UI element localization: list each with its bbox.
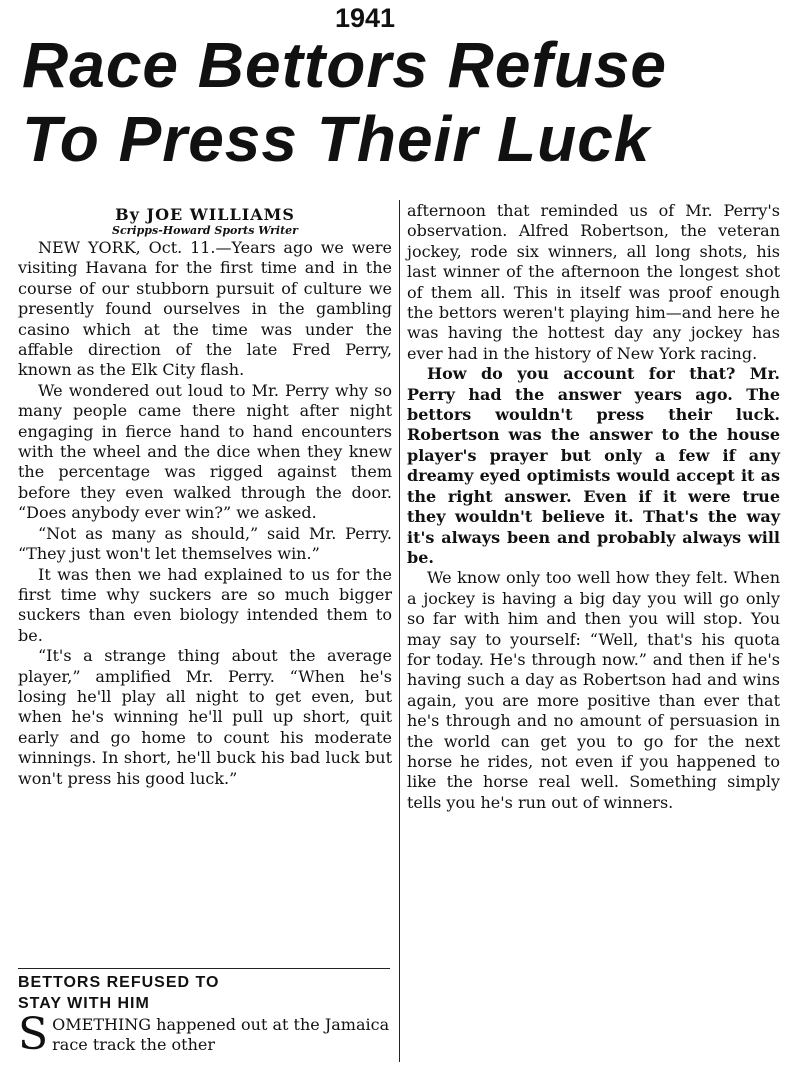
subhead-rule	[18, 968, 390, 969]
byline-credit: Scripps-Howard Sports Writer	[112, 224, 298, 237]
article-paragraph: We know only too well how they felt. When a jockey is having a big day you will go only so far with him and then you will stop. You may say to yourself: “Well, that's his quota for today. He's through now.” and then if he's having such a day as Robertson had and wins again, you are more positive than ever that he's through and no amount of persuasion in the world can get you to go for the next horse he rides, not even if you happened to like the horse real well. Something simply tells you he's run out of winners.	[407, 568, 780, 812]
article-paragraph: “It's a strange thing about the average player,” amplified Mr. Perry. “When he's losing he'll play all night to get even, but when he's winning he'll pull up short, quit early and go home to count his moderate winnings. In short, he'll buck his bad luck but won't press his good luck.”	[18, 646, 392, 788]
article-paragraph-bold: How do you account for that? Mr. Perry had the answer years ago. The bettors wouldn't press their luck. Robertson was the answer to the house player's prayer but only a few if any dreamy eyed optimists would accept it as the right answer. Even if it were true they wouldn't believe it. That's the way it's always been and probably always will be.	[407, 364, 780, 567]
article-paragraph: It was then we had explained to us for the first time why suckers are so much bigger suckers than even biology intended them to be.	[18, 564, 392, 645]
headline-line-2: To Press Their Luck	[22, 103, 651, 175]
byline: By JOE WILLIAMS	[115, 205, 295, 224]
article-paragraph: NEW YORK, Oct. 11.—Years ago we were visiting Havana for the first time and in the course of our stubborn pursuit of culture we presently found ourselves in the gambling casino which at the time was under the affable direction of the late Fred Perry, known as the Elk City flash.	[18, 238, 392, 380]
article-column-1	[18, 206, 392, 789]
article-column-2	[407, 201, 780, 813]
dropcap-paragraph	[18, 1009, 392, 1060]
drop-cap: S	[18, 1009, 49, 1060]
article-paragraph: “Not as many as should,” said Mr. Perry. “They just won't let themselves win.”	[18, 523, 392, 564]
subhead-line-2: STAY WITH HIM	[18, 995, 150, 1012]
dropcap-paragraph-text: OMETHING happened out at the Jamaica race track the other	[52, 1015, 390, 1055]
article-paragraph: afternoon that reminded us of Mr. Perry's observation. Alfred Robertson, the veteran jockey, rode six winners, all long shots, his last winner of the afternoon the longest shot of them all. This in itself was proof enough the bettors weren't playing him—and here he was having the hottest day any jockey has ever had in the history of New York racing.	[407, 201, 780, 363]
column-divider	[399, 200, 400, 1062]
subhead-line-1: BETTORS REFUSED TO	[18, 974, 220, 991]
year-label: 1941	[334, 3, 396, 33]
article-paragraph: We wondered out loud to Mr. Perry why so many people came there night after night engaging in fierce hand to hand encounters with the wheel and the dice when they knew the percentage was rigged against them before they even walked through the door. “Does anybody ever win?” we asked.	[18, 380, 392, 523]
headline-line-1: Race Bettors Refuse	[22, 29, 667, 101]
subhead	[18, 972, 388, 1014]
headline	[22, 28, 792, 176]
